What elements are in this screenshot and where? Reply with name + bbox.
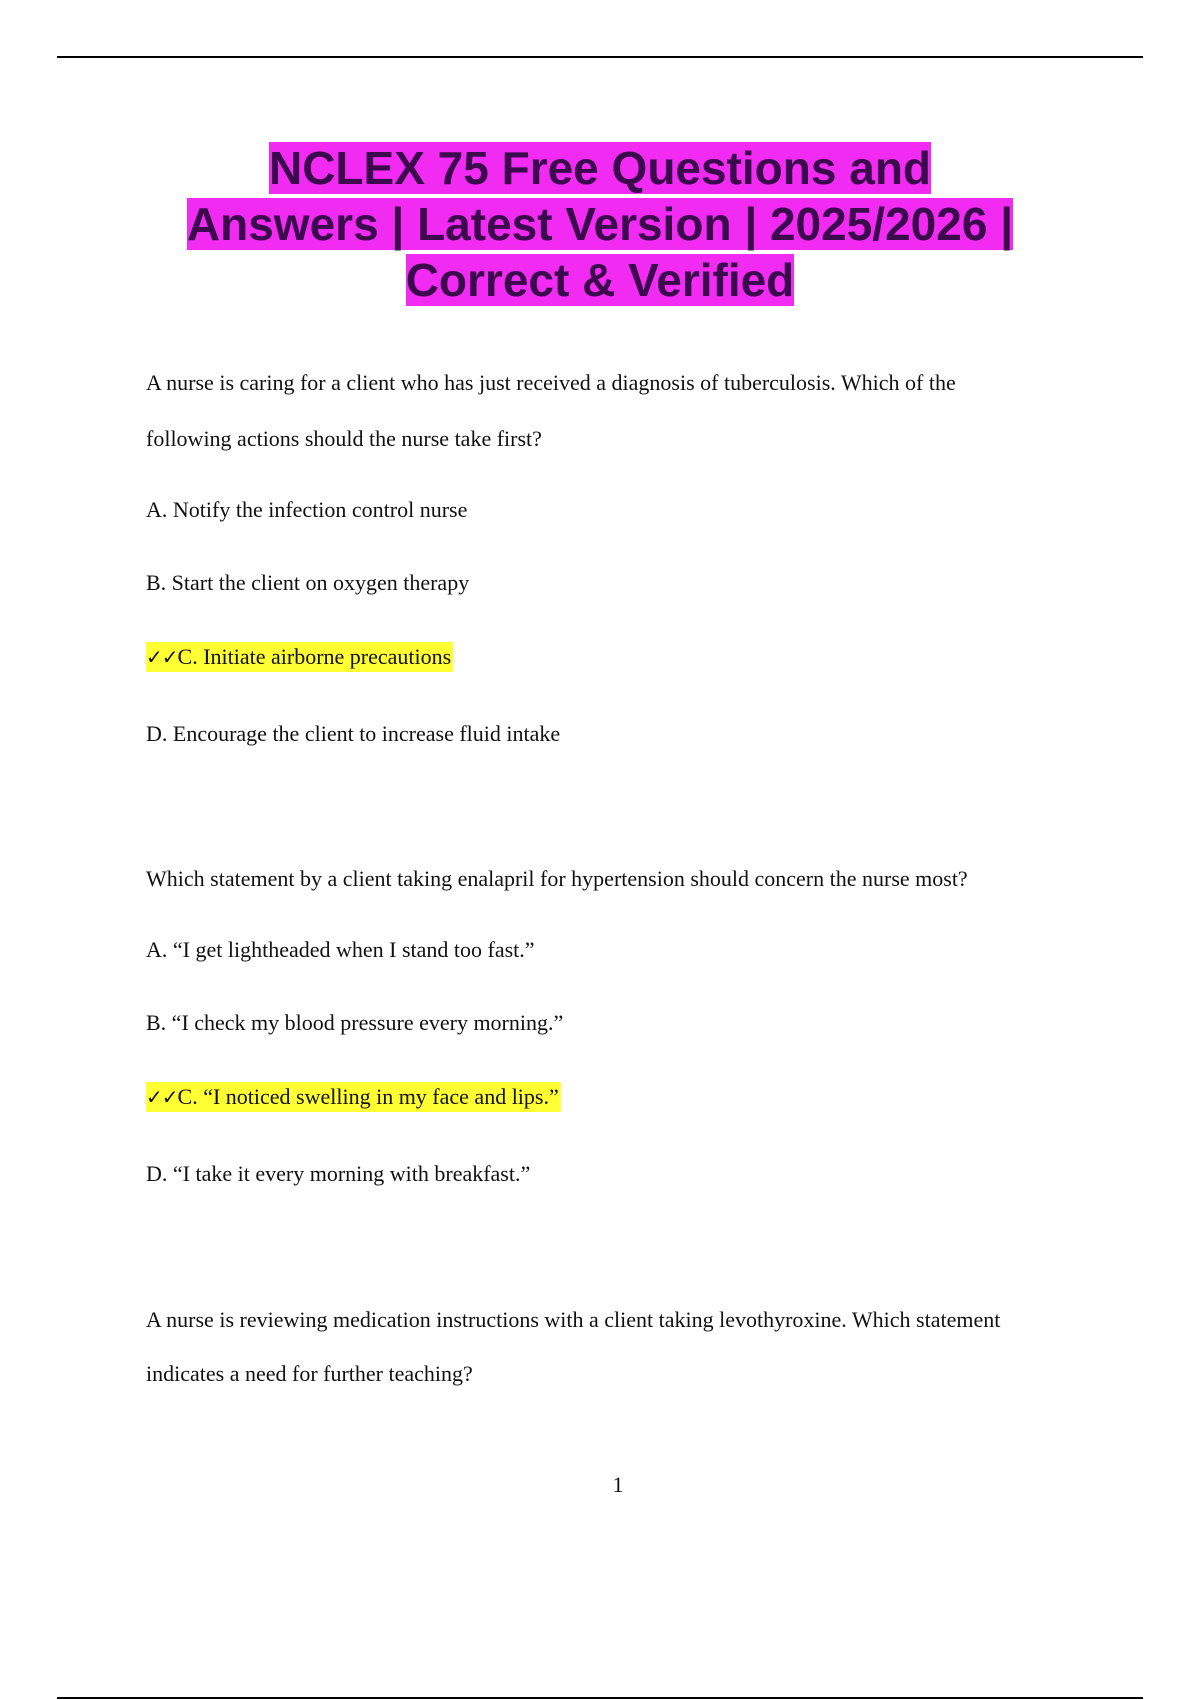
question-1-option-a: A. Notify the infection control nurse [146,497,468,522]
title-line-2: Answers | Latest Version | 2025/2026 | [186,198,1014,250]
question-2-option-a: A. “I get lightheaded when I stand too fast.” [146,937,535,962]
question-1-option-c [146,644,453,670]
question-2-stem-line-1: Which statement by a client taking enalapril for hypertension should concern the nurse most? [146,866,968,891]
double-check-icon: ✓✓ [146,645,178,669]
question-1-option-b: B. Start the client on oxygen therapy [146,570,470,595]
title-line-1: NCLEX 75 Free Questions and [268,142,932,194]
question-2-option-b: B. “I check my blood pressure every morning.” [146,1010,564,1035]
question-1-correct-answer-highlight [146,642,453,672]
question-1-option-d: D. Encourage the client to increase fluid intake [146,721,561,746]
page-number: 1 [612,1472,624,1497]
question-1-option-c-text: C. Initiate airborne precautions [177,644,452,669]
bottom-rule [57,1697,1143,1699]
question-3-stem-line-1: A nurse is reviewing medication instructions with a client taking levothyroxine. Which statement [146,1307,1001,1332]
question-1-stem-line-2: following actions should the nurse take first? [146,426,542,451]
double-check-icon: ✓✓ [146,1085,178,1109]
question-2-option-c-text: C. “I noticed swelling in my face and lips.” [177,1084,559,1109]
top-rule [57,56,1143,58]
question-1-stem-line-1: A nurse is caring for a client who has just received a diagnosis of tuberculosis. Which of the [146,370,956,395]
question-3-stem-line-2: indicates a need for further teaching? [146,1361,473,1386]
question-2-correct-answer-highlight [146,1082,561,1112]
question-2-option-c [146,1084,561,1110]
document-title [100,140,1100,308]
title-line-3: Correct & Verified [405,254,795,306]
question-2-option-d: D. “I take it every morning with breakfast.” [146,1161,531,1186]
